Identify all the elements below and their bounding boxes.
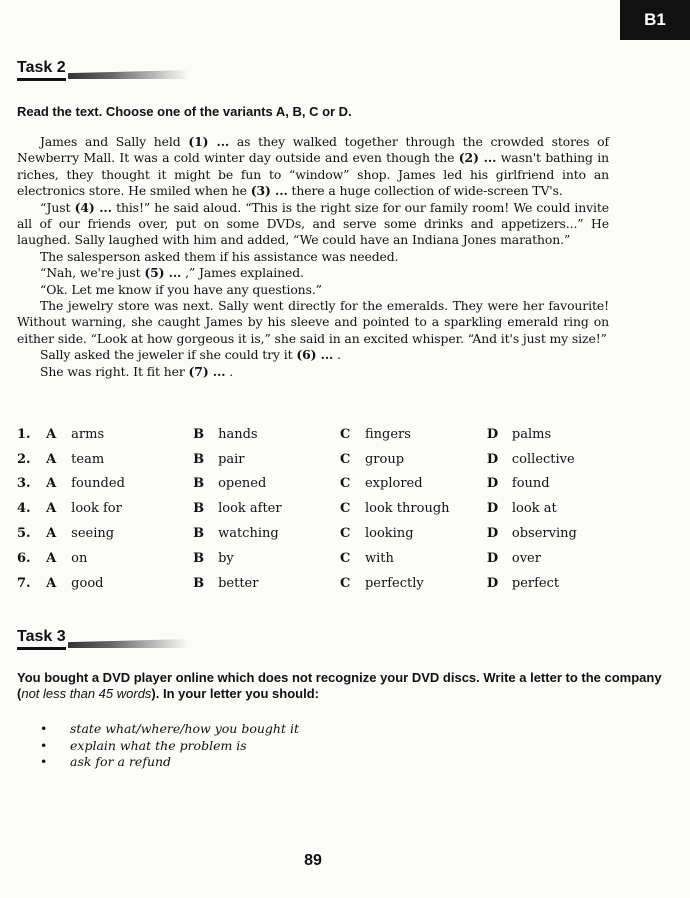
question-number: 1. (17, 426, 31, 442)
question-number: 7. (17, 575, 31, 591)
option-row (17, 546, 637, 571)
option-letter: B (193, 476, 205, 492)
option-text: better (218, 575, 259, 591)
option-text: found (511, 476, 550, 492)
passage-text: as they walked together through the crowded stores of Newberry Mall. It was a cold winter day outside and even though the (17, 134, 609, 166)
gap-marker: (7) ... (188, 363, 226, 379)
bullet-item: • ask for a refund (40, 754, 299, 771)
task3-bullet-list (40, 721, 299, 771)
page-number: 89 (304, 852, 322, 869)
question-number: 6. (17, 550, 31, 566)
option-text: arms (71, 426, 105, 442)
heading-decoration (68, 639, 188, 648)
reading-passage (17, 134, 609, 380)
option-letter: D (486, 426, 499, 442)
option-row (17, 496, 637, 521)
bullet-item: • state what/where/how you bought it (40, 721, 299, 738)
option-text: look at (511, 501, 557, 517)
level-badge: B1 (620, 0, 690, 40)
option-letter: A (46, 451, 57, 467)
option-text: looking (364, 526, 414, 542)
option-letter: C (339, 451, 351, 467)
option-text: look after (218, 501, 282, 517)
passage-text: there a huge collection of wide-screen TV's. (287, 183, 563, 199)
option-letter: D (486, 501, 499, 517)
task3-title: Task 3 (17, 628, 66, 650)
passage-text: “Just (40, 199, 75, 215)
option-letter: A (46, 426, 57, 442)
option-letter: C (339, 501, 351, 517)
gap-marker: (4) ... (74, 199, 112, 215)
option-letter: A (46, 550, 57, 566)
task3-heading (17, 630, 188, 650)
passage-paragraph (17, 134, 609, 200)
option-row (17, 521, 637, 546)
passage-text: Sally asked the jeweler if she could try it (40, 347, 297, 363)
option-letter: A (46, 501, 57, 517)
option-row (17, 472, 637, 497)
option-letter: B (193, 575, 205, 591)
task3-instruction-main: You bought a DVD player online which does not recognize your DVD discs. Write a letter to the company ( (17, 670, 662, 701)
passage-paragraph (17, 265, 609, 281)
question-number: 2. (17, 451, 31, 467)
option-letter: D (486, 526, 499, 542)
passage-text: ,” James explained. (181, 265, 304, 281)
option-letter: C (339, 550, 351, 566)
question-number: 5. (17, 526, 31, 542)
option-text: opened (218, 476, 267, 492)
task3-instruction (17, 670, 667, 702)
gap-marker: (2) ... (458, 150, 497, 166)
passage-text: “Ok. Let me know if you have any questions.” (40, 281, 322, 297)
passage-text: James and Sally held (40, 134, 189, 149)
option-letter: A (46, 526, 57, 542)
passage-paragraph (17, 364, 609, 380)
passage-paragraph (17, 282, 609, 298)
gap-marker: (1) ... (188, 134, 230, 149)
option-row (17, 447, 637, 472)
option-letter: D (486, 476, 499, 492)
passage-text: . (333, 347, 341, 363)
passage-text: She was right. It fit her (40, 363, 189, 379)
option-text: look through (364, 501, 450, 517)
option-text: perfect (511, 575, 560, 591)
gap-marker: (3) ... (250, 183, 288, 199)
option-letter: A (46, 476, 57, 492)
passage-text: . (225, 363, 234, 379)
option-text: over (511, 550, 541, 566)
option-letter: B (193, 550, 205, 566)
option-text: seeing (71, 526, 115, 542)
option-letter: C (339, 476, 351, 492)
heading-decoration (68, 70, 188, 79)
option-letter: A (46, 575, 57, 591)
option-text: good (71, 575, 104, 591)
passage-text: The jewelry store was next. Sally went directly for the emeralds. They were her favourite! Without warning, she caught James by his sleeve and pointed to a sparkling emerald ring on either side. “Look at how gorgeous it is,” she said in an excited whisper. “And it's just my size!” (17, 298, 609, 346)
option-text: hands (218, 426, 258, 442)
task2-title: Task 2 (17, 59, 66, 81)
option-text: founded (71, 476, 125, 492)
answer-options-table (17, 422, 637, 596)
option-letter: C (339, 426, 351, 442)
passage-paragraph (17, 200, 609, 249)
task2-heading (17, 61, 188, 81)
option-text: on (71, 550, 88, 566)
option-text: fingers (364, 426, 411, 442)
passage-paragraph (17, 249, 609, 265)
passage-paragraph (17, 298, 609, 347)
option-text: perfectly (364, 575, 424, 591)
option-text: by (218, 550, 234, 566)
option-row (17, 422, 637, 447)
option-letter: D (486, 550, 499, 566)
option-letter: B (193, 426, 205, 442)
gap-marker: (5) ... (144, 265, 182, 281)
option-letter: B (193, 526, 205, 542)
question-number: 3. (17, 476, 31, 492)
question-number: 4. (17, 501, 31, 517)
option-text: observing (511, 526, 577, 542)
option-text: watching (218, 526, 279, 542)
bullet-item: • explain what the problem is (40, 738, 299, 755)
option-text: pair (218, 451, 245, 467)
option-text: group (364, 451, 405, 467)
passage-text: this!” he said aloud. “This is the right size for our family room! We could invite all of our friends over, put on some DVDs, and serve some drinks and appetizers...” He laughed. Sally laughed with him and added, “We could have an Indiana Jones marathon.” (17, 199, 610, 248)
option-letter: B (193, 501, 205, 517)
option-text: look for (71, 501, 122, 517)
option-letter: C (339, 575, 351, 591)
option-letter: B (193, 451, 205, 467)
passage-text: The salesperson asked them if his assistance was needed. (40, 248, 399, 264)
task2-instruction: Read the text. Choose one of the variants A, B, C or D. (17, 104, 352, 119)
option-letter: C (339, 526, 351, 542)
task3-instruction-end: ). In your letter you should: (151, 686, 319, 701)
option-row (17, 571, 637, 596)
option-text: with (364, 550, 394, 566)
option-text: palms (511, 426, 552, 442)
option-text: team (71, 451, 105, 467)
gap-marker: (6) ... (296, 347, 334, 363)
option-text: explored (364, 476, 423, 492)
option-letter: D (486, 451, 499, 467)
passage-paragraph (17, 347, 609, 363)
passage-text: wasn't bathing in riches, they thought it might be fun to “window” shop. James led his girlfriend into an electronics store. He smiled when he (17, 150, 610, 199)
option-letter: D (486, 575, 499, 591)
task3-word-limit: not less than 45 words (21, 686, 152, 701)
option-text: collective (511, 451, 575, 467)
passage-text: “Nah, we're just (40, 265, 145, 281)
